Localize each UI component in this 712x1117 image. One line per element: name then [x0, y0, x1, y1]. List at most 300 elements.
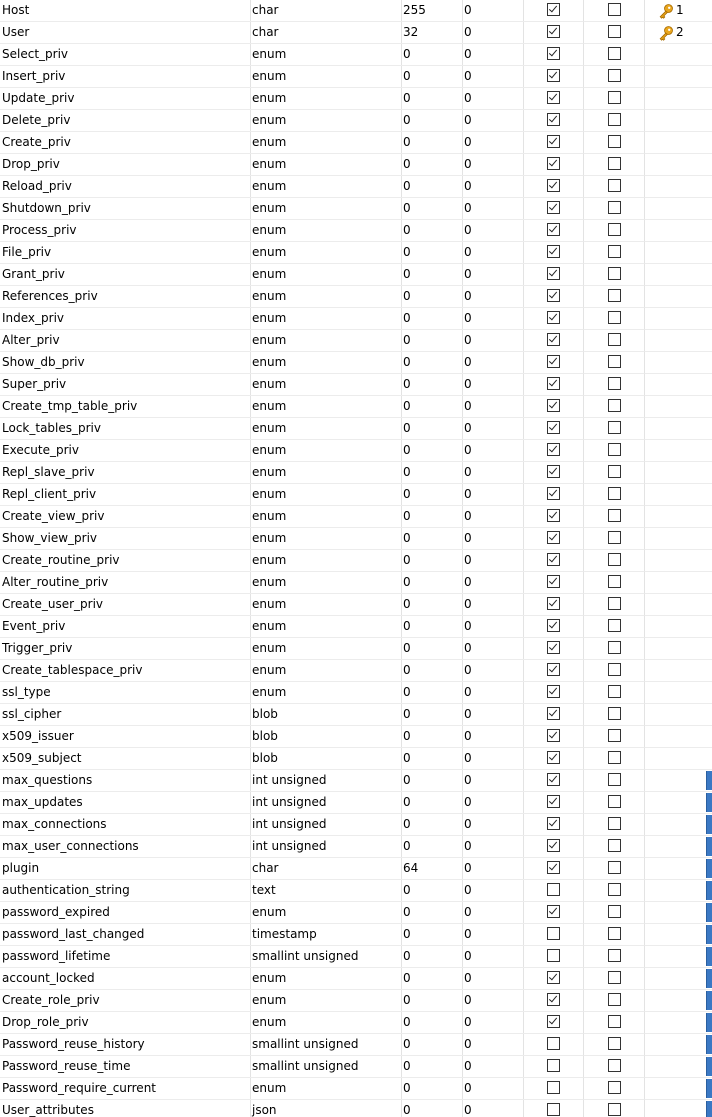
not-null-checkbox[interactable] — [547, 267, 560, 280]
field-length-cell[interactable]: 0 — [401, 990, 463, 1012]
table-row[interactable] — [0, 1056, 712, 1078]
virtual-checkbox[interactable] — [608, 399, 621, 412]
table-row[interactable] — [0, 132, 712, 154]
not-null-checkbox[interactable] — [547, 751, 560, 764]
key-cell[interactable] — [645, 0, 712, 22]
field-name-cell[interactable]: Grant_priv — [0, 264, 251, 286]
field-type-cell[interactable]: enum — [250, 264, 402, 286]
not-null-checkbox[interactable] — [547, 685, 560, 698]
field-length-cell[interactable]: 0 — [401, 1056, 463, 1078]
field-length-cell[interactable]: 0 — [401, 660, 463, 682]
field-type-cell[interactable]: enum — [250, 396, 402, 418]
key-cell[interactable] — [645, 66, 712, 88]
key-cell[interactable] — [645, 264, 712, 286]
table-row[interactable] — [0, 902, 712, 924]
field-length-cell[interactable]: 0 — [401, 704, 463, 726]
field-type-cell[interactable]: enum — [250, 968, 402, 990]
field-type-cell[interactable]: enum — [250, 990, 402, 1012]
field-length-cell[interactable]: 0 — [401, 308, 463, 330]
table-row[interactable] — [0, 176, 712, 198]
field-decimals-cell[interactable]: 0 — [462, 638, 524, 660]
field-name-cell[interactable]: Show_view_priv — [0, 528, 251, 550]
table-row[interactable] — [0, 462, 712, 484]
field-decimals-cell[interactable]: 0 — [462, 1078, 524, 1100]
key-cell[interactable] — [645, 660, 712, 682]
field-decimals-cell[interactable]: 0 — [462, 242, 524, 264]
table-row[interactable] — [0, 836, 712, 858]
virtual-checkbox[interactable] — [608, 817, 621, 830]
field-type-cell[interactable]: enum — [250, 1078, 402, 1100]
field-name-cell[interactable]: password_expired — [0, 902, 251, 924]
table-row[interactable] — [0, 550, 712, 572]
virtual-checkbox[interactable] — [608, 685, 621, 698]
not-null-checkbox[interactable] — [547, 927, 560, 940]
key-cell[interactable] — [645, 880, 712, 902]
field-decimals-cell[interactable]: 0 — [462, 616, 524, 638]
field-decimals-cell[interactable]: 0 — [462, 396, 524, 418]
table-row[interactable] — [0, 264, 712, 286]
table-row[interactable] — [0, 352, 712, 374]
key-cell[interactable] — [645, 550, 712, 572]
table-row[interactable] — [0, 22, 712, 44]
table-row[interactable] — [0, 704, 712, 726]
virtual-checkbox[interactable] — [608, 311, 621, 324]
virtual-checkbox[interactable] — [608, 91, 621, 104]
field-name-cell[interactable]: Password_require_current — [0, 1078, 251, 1100]
not-null-checkbox[interactable] — [547, 949, 560, 962]
key-cell[interactable] — [645, 110, 712, 132]
field-name-cell[interactable]: Reload_priv — [0, 176, 251, 198]
field-length-cell[interactable]: 32 — [401, 22, 463, 44]
field-name-cell[interactable]: Create_priv — [0, 132, 251, 154]
not-null-checkbox[interactable] — [547, 245, 560, 258]
not-null-checkbox[interactable] — [547, 597, 560, 610]
field-name-cell[interactable]: References_priv — [0, 286, 251, 308]
field-type-cell[interactable]: enum — [250, 352, 402, 374]
field-type-cell[interactable]: enum — [250, 154, 402, 176]
not-null-checkbox[interactable] — [547, 135, 560, 148]
virtual-checkbox[interactable] — [608, 597, 621, 610]
field-type-cell[interactable]: enum — [250, 66, 402, 88]
field-decimals-cell[interactable]: 0 — [462, 330, 524, 352]
field-type-cell[interactable]: enum — [250, 682, 402, 704]
field-type-cell[interactable]: int unsigned — [250, 814, 402, 836]
not-null-checkbox[interactable] — [547, 1081, 560, 1094]
field-length-cell[interactable]: 0 — [401, 110, 463, 132]
key-cell[interactable] — [645, 418, 712, 440]
table-row[interactable] — [0, 638, 712, 660]
table-row[interactable] — [0, 946, 712, 968]
table-row[interactable] — [0, 374, 712, 396]
field-decimals-cell[interactable]: 0 — [462, 176, 524, 198]
field-length-cell[interactable]: 0 — [401, 814, 463, 836]
field-name-cell[interactable]: Drop_priv — [0, 154, 251, 176]
field-name-cell[interactable]: File_priv — [0, 242, 251, 264]
field-length-cell[interactable]: 0 — [401, 352, 463, 374]
field-decimals-cell[interactable]: 0 — [462, 1100, 524, 1117]
not-null-checkbox[interactable] — [547, 729, 560, 742]
key-cell[interactable] — [645, 858, 712, 880]
field-type-cell[interactable]: enum — [250, 330, 402, 352]
virtual-checkbox[interactable] — [608, 3, 621, 16]
field-length-cell[interactable]: 0 — [401, 902, 463, 924]
field-length-cell[interactable]: 0 — [401, 638, 463, 660]
field-type-cell[interactable]: int unsigned — [250, 770, 402, 792]
field-length-cell[interactable]: 0 — [401, 528, 463, 550]
table-row[interactable] — [0, 880, 712, 902]
virtual-checkbox[interactable] — [608, 47, 621, 60]
virtual-checkbox[interactable] — [608, 1081, 621, 1094]
virtual-checkbox[interactable] — [608, 883, 621, 896]
virtual-checkbox[interactable] — [608, 201, 621, 214]
key-cell[interactable] — [645, 946, 712, 968]
virtual-checkbox[interactable] — [608, 993, 621, 1006]
field-name-cell[interactable]: Shutdown_priv — [0, 198, 251, 220]
key-cell[interactable] — [645, 770, 712, 792]
field-type-cell[interactable]: blob — [250, 748, 402, 770]
key-cell[interactable] — [645, 154, 712, 176]
field-decimals-cell[interactable]: 0 — [462, 660, 524, 682]
table-row[interactable] — [0, 286, 712, 308]
virtual-checkbox[interactable] — [608, 795, 621, 808]
field-decimals-cell[interactable]: 0 — [462, 572, 524, 594]
field-name-cell[interactable]: max_user_connections — [0, 836, 251, 858]
field-type-cell[interactable]: int unsigned — [250, 792, 402, 814]
table-row[interactable] — [0, 220, 712, 242]
not-null-checkbox[interactable] — [547, 971, 560, 984]
field-decimals-cell[interactable]: 0 — [462, 726, 524, 748]
key-cell[interactable] — [645, 44, 712, 66]
field-length-cell[interactable]: 0 — [401, 330, 463, 352]
field-length-cell[interactable]: 0 — [401, 1012, 463, 1034]
table-row[interactable] — [0, 1012, 712, 1034]
field-type-cell[interactable]: enum — [250, 506, 402, 528]
not-null-checkbox[interactable] — [547, 25, 560, 38]
not-null-checkbox[interactable] — [547, 289, 560, 302]
virtual-checkbox[interactable] — [608, 465, 621, 478]
field-name-cell[interactable]: Lock_tables_priv — [0, 418, 251, 440]
key-cell[interactable] — [645, 132, 712, 154]
key-cell[interactable] — [645, 176, 712, 198]
field-length-cell[interactable]: 0 — [401, 286, 463, 308]
field-decimals-cell[interactable]: 0 — [462, 990, 524, 1012]
table-row[interactable] — [0, 110, 712, 132]
field-name-cell[interactable]: authentication_string — [0, 880, 251, 902]
field-type-cell[interactable]: enum — [250, 1012, 402, 1034]
virtual-checkbox[interactable] — [608, 1037, 621, 1050]
key-cell[interactable] — [645, 286, 712, 308]
key-cell[interactable] — [645, 902, 712, 924]
field-type-cell[interactable]: enum — [250, 110, 402, 132]
not-null-checkbox[interactable] — [547, 157, 560, 170]
field-type-cell[interactable]: smallint unsigned — [250, 1034, 402, 1056]
virtual-checkbox[interactable] — [608, 1059, 621, 1072]
key-cell[interactable] — [645, 968, 712, 990]
key-cell[interactable] — [645, 352, 712, 374]
table-row[interactable] — [0, 616, 712, 638]
key-cell[interactable] — [645, 22, 712, 44]
field-length-cell[interactable]: 0 — [401, 748, 463, 770]
field-decimals-cell[interactable]: 0 — [462, 66, 524, 88]
field-decimals-cell[interactable]: 0 — [462, 902, 524, 924]
field-length-cell[interactable]: 0 — [401, 484, 463, 506]
virtual-checkbox[interactable] — [608, 949, 621, 962]
virtual-checkbox[interactable] — [608, 267, 621, 280]
not-null-checkbox[interactable] — [547, 443, 560, 456]
table-row[interactable] — [0, 418, 712, 440]
virtual-checkbox[interactable] — [608, 443, 621, 456]
not-null-checkbox[interactable] — [547, 1103, 560, 1116]
not-null-checkbox[interactable] — [547, 707, 560, 720]
table-row[interactable] — [0, 528, 712, 550]
table-row[interactable] — [0, 594, 712, 616]
not-null-checkbox[interactable] — [547, 421, 560, 434]
field-name-cell[interactable]: Create_role_priv — [0, 990, 251, 1012]
field-length-cell[interactable]: 0 — [401, 176, 463, 198]
field-length-cell[interactable]: 0 — [401, 1100, 463, 1117]
virtual-checkbox[interactable] — [608, 905, 621, 918]
table-row[interactable] — [0, 726, 712, 748]
field-type-cell[interactable]: enum — [250, 220, 402, 242]
table-row[interactable] — [0, 1034, 712, 1056]
virtual-checkbox[interactable] — [608, 25, 621, 38]
not-null-checkbox[interactable] — [547, 3, 560, 16]
not-null-checkbox[interactable] — [547, 861, 560, 874]
field-length-cell[interactable]: 0 — [401, 880, 463, 902]
field-name-cell[interactable]: x509_subject — [0, 748, 251, 770]
key-cell[interactable] — [645, 1100, 712, 1117]
key-cell[interactable] — [645, 528, 712, 550]
virtual-checkbox[interactable] — [608, 663, 621, 676]
field-decimals-cell[interactable]: 0 — [462, 1034, 524, 1056]
key-cell[interactable] — [645, 616, 712, 638]
field-type-cell[interactable]: enum — [250, 44, 402, 66]
field-name-cell[interactable]: password_last_changed — [0, 924, 251, 946]
virtual-checkbox[interactable] — [608, 333, 621, 346]
table-row[interactable] — [0, 506, 712, 528]
virtual-checkbox[interactable] — [608, 531, 621, 544]
field-decimals-cell[interactable]: 0 — [462, 550, 524, 572]
key-cell[interactable] — [645, 242, 712, 264]
not-null-checkbox[interactable] — [547, 839, 560, 852]
not-null-checkbox[interactable] — [547, 1037, 560, 1050]
virtual-checkbox[interactable] — [608, 113, 621, 126]
virtual-checkbox[interactable] — [608, 861, 621, 874]
field-decimals-cell[interactable]: 0 — [462, 154, 524, 176]
field-length-cell[interactable]: 64 — [401, 858, 463, 880]
field-name-cell[interactable]: User_attributes — [0, 1100, 251, 1117]
field-name-cell[interactable]: password_lifetime — [0, 946, 251, 968]
field-length-cell[interactable]: 0 — [401, 88, 463, 110]
field-decimals-cell[interactable]: 0 — [462, 132, 524, 154]
field-decimals-cell[interactable]: 0 — [462, 748, 524, 770]
field-decimals-cell[interactable]: 0 — [462, 528, 524, 550]
virtual-checkbox[interactable] — [608, 839, 621, 852]
key-cell[interactable] — [645, 88, 712, 110]
field-length-cell[interactable]: 0 — [401, 198, 463, 220]
key-cell[interactable] — [645, 220, 712, 242]
field-decimals-cell[interactable]: 0 — [462, 1012, 524, 1034]
key-cell[interactable] — [645, 748, 712, 770]
field-name-cell[interactable]: Drop_role_priv — [0, 1012, 251, 1034]
table-row[interactable] — [0, 682, 712, 704]
field-name-cell[interactable]: Repl_client_priv — [0, 484, 251, 506]
virtual-checkbox[interactable] — [608, 355, 621, 368]
virtual-checkbox[interactable] — [608, 69, 621, 82]
key-cell[interactable] — [645, 572, 712, 594]
not-null-checkbox[interactable] — [547, 355, 560, 368]
field-type-cell[interactable]: enum — [250, 198, 402, 220]
virtual-checkbox[interactable] — [608, 157, 621, 170]
key-cell[interactable] — [645, 462, 712, 484]
field-decimals-cell[interactable]: 0 — [462, 770, 524, 792]
field-type-cell[interactable]: enum — [250, 176, 402, 198]
not-null-checkbox[interactable] — [547, 69, 560, 82]
not-null-checkbox[interactable] — [547, 223, 560, 236]
key-cell[interactable] — [645, 330, 712, 352]
not-null-checkbox[interactable] — [547, 179, 560, 192]
field-type-cell[interactable]: enum — [250, 308, 402, 330]
field-type-cell[interactable]: smallint unsigned — [250, 946, 402, 968]
table-row[interactable] — [0, 308, 712, 330]
field-name-cell[interactable]: Password_reuse_time — [0, 1056, 251, 1078]
table-row[interactable] — [0, 1100, 712, 1117]
virtual-checkbox[interactable] — [608, 245, 621, 258]
not-null-checkbox[interactable] — [547, 795, 560, 808]
virtual-checkbox[interactable] — [608, 377, 621, 390]
virtual-checkbox[interactable] — [608, 729, 621, 742]
field-type-cell[interactable]: blob — [250, 704, 402, 726]
field-length-cell[interactable]: 0 — [401, 572, 463, 594]
key-cell[interactable] — [645, 506, 712, 528]
field-decimals-cell[interactable]: 0 — [462, 880, 524, 902]
not-null-checkbox[interactable] — [547, 113, 560, 126]
table-row[interactable] — [0, 792, 712, 814]
field-type-cell[interactable]: enum — [250, 88, 402, 110]
key-cell[interactable] — [645, 836, 712, 858]
virtual-checkbox[interactable] — [608, 575, 621, 588]
field-type-cell[interactable]: char — [250, 22, 402, 44]
field-decimals-cell[interactable]: 0 — [462, 484, 524, 506]
table-row[interactable] — [0, 572, 712, 594]
field-type-cell[interactable]: enum — [250, 638, 402, 660]
field-decimals-cell[interactable]: 0 — [462, 286, 524, 308]
field-type-cell[interactable]: enum — [250, 132, 402, 154]
key-cell[interactable] — [645, 1078, 712, 1100]
table-row[interactable] — [0, 1078, 712, 1100]
field-decimals-cell[interactable]: 0 — [462, 924, 524, 946]
field-length-cell[interactable]: 0 — [401, 132, 463, 154]
field-name-cell[interactable]: Alter_priv — [0, 330, 251, 352]
key-cell[interactable] — [645, 1034, 712, 1056]
key-cell[interactable] — [645, 704, 712, 726]
field-name-cell[interactable]: Create_tmp_table_priv — [0, 396, 251, 418]
not-null-checkbox[interactable] — [547, 377, 560, 390]
virtual-checkbox[interactable] — [608, 179, 621, 192]
table-row[interactable] — [0, 440, 712, 462]
field-decimals-cell[interactable]: 0 — [462, 968, 524, 990]
field-length-cell[interactable]: 0 — [401, 616, 463, 638]
not-null-checkbox[interactable] — [547, 817, 560, 830]
virtual-checkbox[interactable] — [608, 553, 621, 566]
table-row[interactable] — [0, 924, 712, 946]
not-null-checkbox[interactable] — [547, 399, 560, 412]
not-null-checkbox[interactable] — [547, 509, 560, 522]
field-decimals-cell[interactable]: 0 — [462, 440, 524, 462]
not-null-checkbox[interactable] — [547, 993, 560, 1006]
field-length-cell[interactable]: 0 — [401, 550, 463, 572]
field-type-cell[interactable]: enum — [250, 440, 402, 462]
field-decimals-cell[interactable]: 0 — [462, 814, 524, 836]
virtual-checkbox[interactable] — [608, 619, 621, 632]
key-cell[interactable] — [645, 682, 712, 704]
virtual-checkbox[interactable] — [608, 707, 621, 720]
key-cell[interactable] — [645, 638, 712, 660]
field-length-cell[interactable]: 0 — [401, 1034, 463, 1056]
field-type-cell[interactable]: text — [250, 880, 402, 902]
field-length-cell[interactable]: 0 — [401, 726, 463, 748]
field-type-cell[interactable]: int unsigned — [250, 836, 402, 858]
field-length-cell[interactable]: 0 — [401, 836, 463, 858]
field-name-cell[interactable]: Index_priv — [0, 308, 251, 330]
not-null-checkbox[interactable] — [547, 47, 560, 60]
field-name-cell[interactable]: Super_priv — [0, 374, 251, 396]
not-null-checkbox[interactable] — [547, 619, 560, 632]
field-length-cell[interactable]: 0 — [401, 374, 463, 396]
not-null-checkbox[interactable] — [547, 641, 560, 654]
table-row[interactable] — [0, 242, 712, 264]
not-null-checkbox[interactable] — [547, 1015, 560, 1028]
field-type-cell[interactable]: enum — [250, 484, 402, 506]
not-null-checkbox[interactable] — [547, 531, 560, 544]
virtual-checkbox[interactable] — [608, 223, 621, 236]
field-decimals-cell[interactable]: 0 — [462, 0, 524, 22]
field-decimals-cell[interactable]: 0 — [462, 88, 524, 110]
field-type-cell[interactable]: enum — [250, 286, 402, 308]
field-name-cell[interactable]: Alter_routine_priv — [0, 572, 251, 594]
virtual-checkbox[interactable] — [608, 927, 621, 940]
field-length-cell[interactable]: 0 — [401, 418, 463, 440]
field-type-cell[interactable]: smallint unsigned — [250, 1056, 402, 1078]
key-cell[interactable] — [645, 374, 712, 396]
field-name-cell[interactable]: Host — [0, 0, 251, 22]
field-length-cell[interactable]: 0 — [401, 462, 463, 484]
virtual-checkbox[interactable] — [608, 509, 621, 522]
field-type-cell[interactable]: enum — [250, 660, 402, 682]
field-name-cell[interactable]: plugin — [0, 858, 251, 880]
field-decimals-cell[interactable]: 0 — [462, 308, 524, 330]
field-type-cell[interactable]: char — [250, 858, 402, 880]
field-decimals-cell[interactable]: 0 — [462, 44, 524, 66]
field-length-cell[interactable]: 0 — [401, 946, 463, 968]
field-type-cell[interactable]: timestamp — [250, 924, 402, 946]
key-cell[interactable] — [645, 198, 712, 220]
field-length-cell[interactable]: 0 — [401, 924, 463, 946]
not-null-checkbox[interactable] — [547, 905, 560, 918]
not-null-checkbox[interactable] — [547, 575, 560, 588]
not-null-checkbox[interactable] — [547, 311, 560, 324]
field-name-cell[interactable]: Execute_priv — [0, 440, 251, 462]
table-row[interactable] — [0, 484, 712, 506]
table-row[interactable] — [0, 88, 712, 110]
field-name-cell[interactable]: Create_tablespace_priv — [0, 660, 251, 682]
field-name-cell[interactable]: Create_view_priv — [0, 506, 251, 528]
field-name-cell[interactable]: ssl_type — [0, 682, 251, 704]
field-length-cell[interactable]: 0 — [401, 1078, 463, 1100]
field-name-cell[interactable]: Create_routine_priv — [0, 550, 251, 572]
field-type-cell[interactable]: enum — [250, 550, 402, 572]
not-null-checkbox[interactable] — [547, 883, 560, 896]
